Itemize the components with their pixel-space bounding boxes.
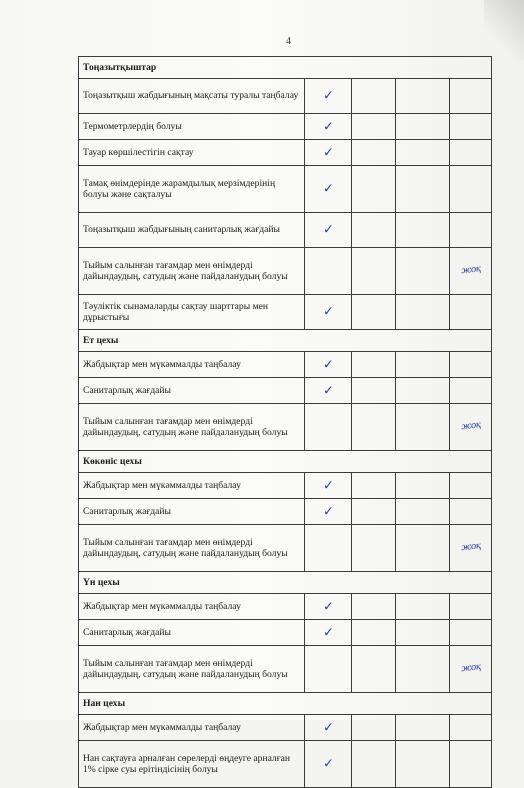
requirement-label: Нан сақтауға арналған сөрелерді өңдеуге арналған 1% сірке суы ерітіндісінің болуы xyxy=(79,741,305,788)
status-cell-1 xyxy=(304,352,352,378)
status-cell-3 xyxy=(396,378,450,404)
status-cell-1 xyxy=(304,378,352,404)
status-cell-1 xyxy=(304,248,352,295)
status-cell-2 xyxy=(352,213,396,248)
section-header-row xyxy=(79,572,492,594)
requirement-label: Жабдықтар мен мүкәммалды таңбалау xyxy=(79,473,305,499)
requirement-label: Санитарлық жағдайы xyxy=(79,378,305,404)
checklist-item-row xyxy=(79,79,492,114)
status-cell-3 xyxy=(396,79,450,114)
checkmark-icon: ✓ xyxy=(323,756,334,772)
status-cell-2 xyxy=(352,295,396,330)
requirement-label: Тоңазытқыш жабдығының мақсаты туралы таңбалау xyxy=(79,79,305,114)
checkmark-icon: ✓ xyxy=(323,383,334,398)
section-header-row xyxy=(79,451,492,473)
status-cell-1 xyxy=(304,114,352,140)
status-cell-3 xyxy=(396,114,450,140)
status-cell-1 xyxy=(304,715,352,741)
checklist-item-row xyxy=(79,620,492,646)
checklist-body xyxy=(79,57,492,788)
status-cell-2 xyxy=(352,404,396,451)
status-cell-4 xyxy=(450,620,492,646)
status-cell-4 xyxy=(450,646,492,693)
status-cell-4 xyxy=(450,594,492,620)
status-cell-1 xyxy=(304,594,352,620)
section-header-row xyxy=(79,693,492,715)
checklist-item-row xyxy=(79,525,492,572)
status-cell-3 xyxy=(396,213,450,248)
status-cell-3 xyxy=(396,525,450,572)
requirement-label: Жабдықтар мен мүкәммалды таңбалау xyxy=(79,594,305,620)
checklist-item-row xyxy=(79,404,492,451)
checklist-item-row xyxy=(79,166,492,213)
status-cell-1 xyxy=(304,646,352,693)
status-cell-1 xyxy=(304,499,352,525)
status-cell-2 xyxy=(352,741,396,788)
status-cell-4 xyxy=(450,79,492,114)
requirement-label: Термометрлердің болуы xyxy=(79,114,305,140)
requirement-label: Тыйым салынған тағамдар мен өнімдерді дайындаудың, сатудың және пайдаланудың болуы xyxy=(79,248,305,295)
status-cell-2 xyxy=(352,248,396,295)
checkmark-icon: ✓ xyxy=(323,478,334,493)
status-cell-4 xyxy=(450,715,492,741)
handwritten-note: жоқ xyxy=(460,420,481,433)
checklist-item-row xyxy=(79,646,492,693)
page-number: 4 xyxy=(286,36,291,47)
status-cell-2 xyxy=(352,715,396,741)
checklist-item-row xyxy=(79,352,492,378)
checklist-item-row xyxy=(79,378,492,404)
status-cell-4 xyxy=(450,114,492,140)
status-cell-3 xyxy=(396,715,450,741)
status-cell-1 xyxy=(304,404,352,451)
status-cell-1 xyxy=(304,741,352,788)
status-cell-4 xyxy=(450,378,492,404)
checklist-item-row xyxy=(79,499,492,525)
checklist-item-row xyxy=(79,213,492,248)
scan-corner-shadow xyxy=(484,0,524,60)
status-cell-3 xyxy=(396,473,450,499)
status-cell-2 xyxy=(352,646,396,693)
status-cell-4 xyxy=(450,295,492,330)
status-cell-2 xyxy=(352,499,396,525)
status-cell-4 xyxy=(450,499,492,525)
checkmark-icon: ✓ xyxy=(323,145,334,160)
status-cell-3 xyxy=(396,404,450,451)
status-cell-1 xyxy=(304,166,352,213)
handwritten-note: жоқ xyxy=(460,662,481,675)
requirement-label: Санитарлық жағдайы xyxy=(79,499,305,525)
inspection-checklist-table xyxy=(78,56,492,788)
checklist-item-row xyxy=(79,295,492,330)
status-cell-1 xyxy=(304,525,352,572)
status-cell-1 xyxy=(304,140,352,166)
requirement-label: Тыйым салынған тағамдар мен өнімдерді дайындаудың, сатудың және пайдаланудың болуы xyxy=(79,646,305,693)
handwritten-note: жоқ xyxy=(460,264,481,277)
status-cell-3 xyxy=(396,140,450,166)
requirement-label: Санитарлық жағдайы xyxy=(79,620,305,646)
checkmark-icon: ✓ xyxy=(323,625,334,640)
requirement-label: Тоңазытқыш жабдығының санитарлық жағдайы xyxy=(79,213,305,248)
status-cell-2 xyxy=(352,378,396,404)
status-cell-2 xyxy=(352,352,396,378)
section-header-row xyxy=(79,330,492,352)
status-cell-4 xyxy=(450,213,492,248)
status-cell-2 xyxy=(352,140,396,166)
status-cell-3 xyxy=(396,295,450,330)
status-cell-2 xyxy=(352,525,396,572)
status-cell-1 xyxy=(304,79,352,114)
section-header-row xyxy=(79,57,492,79)
status-cell-3 xyxy=(396,646,450,693)
status-cell-3 xyxy=(396,166,450,213)
status-cell-4 xyxy=(450,741,492,788)
status-cell-3 xyxy=(396,499,450,525)
section-title: Көкөніс цехы xyxy=(79,451,492,473)
section-title: Үн цехы xyxy=(79,572,492,594)
status-cell-2 xyxy=(352,620,396,646)
status-cell-2 xyxy=(352,79,396,114)
status-cell-2 xyxy=(352,594,396,620)
requirement-label: Тәуліктік сынамаларды сақтау шарттары мен дұрыстығы xyxy=(79,295,305,330)
requirement-label: Тауар көршілестігін сақтау xyxy=(79,140,305,166)
requirement-label: Тамақ өнімдерінде жарамдылық мерзімдерінің болуы және сақталуы xyxy=(79,166,305,213)
status-cell-3 xyxy=(396,352,450,378)
section-title: Нан цехы xyxy=(79,693,492,715)
requirement-label: Тыйым салынған тағамдар мен өнімдерді дайындаудың, сатудың және пайдаланудың болуы xyxy=(79,525,305,572)
checklist-item-row xyxy=(79,248,492,295)
checkmark-icon: ✓ xyxy=(323,304,334,320)
status-cell-4 xyxy=(450,404,492,451)
checkmark-icon: ✓ xyxy=(323,181,334,197)
checklist-item-row xyxy=(79,140,492,166)
status-cell-3 xyxy=(396,620,450,646)
status-cell-4 xyxy=(450,166,492,213)
section-title: Ет цехы xyxy=(79,330,492,352)
checkmark-icon: ✓ xyxy=(323,88,334,104)
requirement-label: Жабдықтар мен мүкәммалды таңбалау xyxy=(79,715,305,741)
requirement-label: Тыйым салынған тағамдар мен өнімдерді дайындаудың, сатудың және пайдаланудың болуы xyxy=(79,404,305,451)
status-cell-1 xyxy=(304,295,352,330)
status-cell-1 xyxy=(304,473,352,499)
section-title: Тоңазытқыштар xyxy=(79,57,492,79)
status-cell-4 xyxy=(450,525,492,572)
status-cell-1 xyxy=(304,213,352,248)
checklist-item-row xyxy=(79,594,492,620)
status-cell-4 xyxy=(450,352,492,378)
checklist-item-row xyxy=(79,715,492,741)
status-cell-4 xyxy=(450,473,492,499)
status-cell-1 xyxy=(304,620,352,646)
checkmark-icon: ✓ xyxy=(323,599,334,614)
checkmark-icon: ✓ xyxy=(323,504,334,519)
status-cell-3 xyxy=(396,248,450,295)
checklist-item-row xyxy=(79,473,492,499)
handwritten-note: жоқ xyxy=(460,541,481,554)
checkmark-icon: ✓ xyxy=(323,720,334,735)
checkmark-icon: ✓ xyxy=(323,222,334,238)
status-cell-4 xyxy=(450,140,492,166)
status-cell-3 xyxy=(396,594,450,620)
status-cell-4 xyxy=(450,248,492,295)
checkmark-icon: ✓ xyxy=(323,119,334,134)
requirement-label: Жабдықтар мен мүкәммалды таңбалау xyxy=(79,352,305,378)
status-cell-3 xyxy=(396,741,450,788)
checkmark-icon: ✓ xyxy=(323,357,334,372)
status-cell-2 xyxy=(352,473,396,499)
checklist-item-row xyxy=(79,114,492,140)
status-cell-2 xyxy=(352,166,396,213)
checklist-item-row xyxy=(79,741,492,788)
status-cell-2 xyxy=(352,114,396,140)
